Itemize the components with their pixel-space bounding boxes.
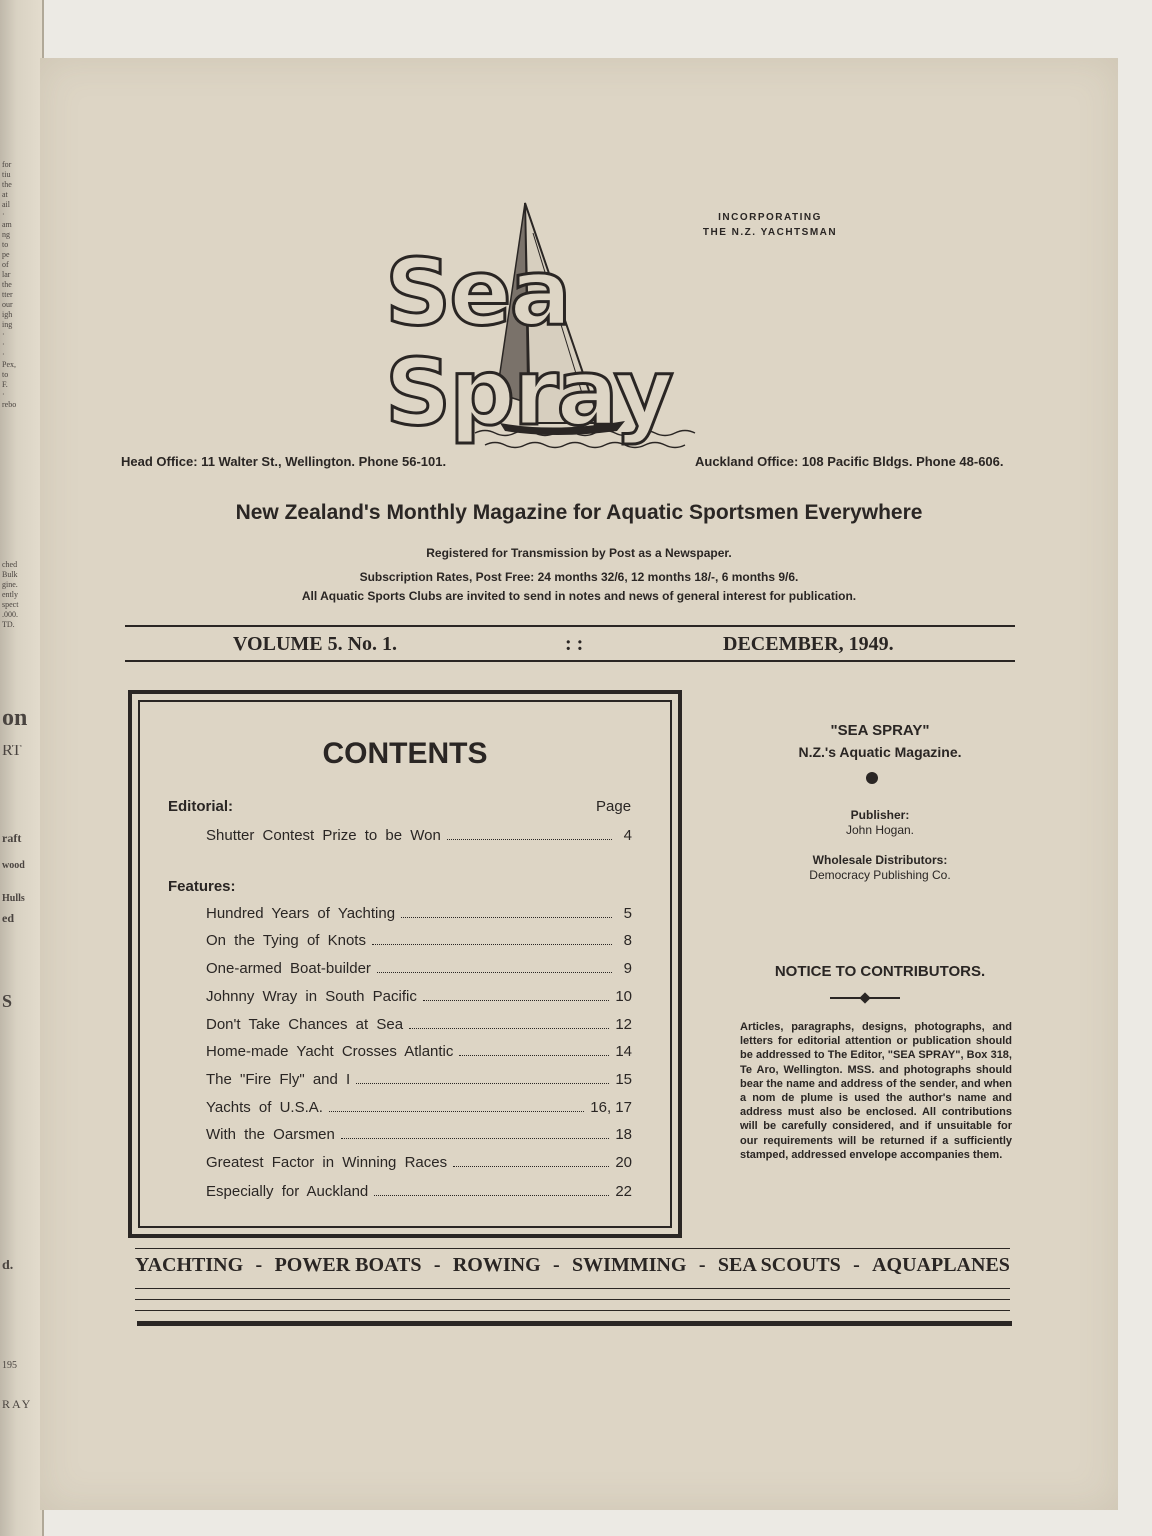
tagline: New Zealand's Monthly Magazine for Aquatic Sportsmen Everywhere xyxy=(235,501,923,524)
subscription-rates: Subscription Rates, Post Free: 24 months 32/6, 12 months 18/-, 6 months 9/6. xyxy=(359,570,799,584)
registration-note: Registered for Transmission by Post as a Newspaper. xyxy=(426,546,732,560)
spine-word-2: RT xyxy=(2,745,22,757)
sport-separator: - xyxy=(853,1254,860,1276)
toc-entry-page: 4 xyxy=(623,827,632,844)
toc-entry-page: 22 xyxy=(615,1183,632,1200)
volume-number: VOLUME 5. No. 1. xyxy=(233,633,398,655)
toc-entry-page: 12 xyxy=(615,1016,632,1033)
sports-rule-heavy xyxy=(137,1321,1012,1326)
sport-separator: - xyxy=(553,1254,560,1276)
toc-entry[interactable] xyxy=(206,1154,632,1174)
spine-word-5: Hulls xyxy=(2,893,25,904)
sports-rule-2 xyxy=(135,1299,1010,1300)
toc-entry[interactable] xyxy=(206,932,632,952)
toc-entry-title: Johnny Wray in South Pacific xyxy=(206,988,417,1005)
spine-word-3: raft xyxy=(2,832,22,844)
toc-entry-title: The "Fire Fly" and I xyxy=(206,1071,351,1088)
leader-dots xyxy=(356,1083,609,1084)
toc-entry-title: Home-made Yacht Crosses Atlantic xyxy=(206,1043,454,1060)
leader-dots xyxy=(329,1111,584,1112)
distributors-label: Wholesale Distributors: xyxy=(812,853,948,867)
masthead-title: Sea Spray xyxy=(385,239,672,446)
sport-yachting: YACHTING xyxy=(135,1254,244,1276)
publisher-label: Publisher: xyxy=(850,808,910,822)
auckland-office: Auckland Office: 108 Pacific Bldgs. Phone 48-606. xyxy=(695,454,1004,469)
spine-word-4: wood xyxy=(2,860,25,871)
toc-entry-page: 20 xyxy=(615,1154,632,1171)
sport-separator: - xyxy=(698,1254,706,1276)
incorporating-name: THE N.Z. YACHTSMAN xyxy=(702,227,838,238)
toc-entry-title: On the Tying of Knots xyxy=(206,932,366,949)
leader-dots xyxy=(423,1000,609,1001)
spine-word-1: on xyxy=(2,705,28,731)
sports-list xyxy=(135,1254,1010,1277)
toc-entry-page: 18 xyxy=(615,1126,632,1143)
previous-page-edge xyxy=(0,0,44,1536)
toc-entry-title: Hundred Years of Yachting xyxy=(206,905,396,922)
toc-entry-page: 9 xyxy=(623,960,632,977)
contents-box xyxy=(128,690,682,1238)
spine-fine-print-2: ched Bulk gine. ently spect .000. TD. xyxy=(2,560,19,629)
spine-fine-print: for tiu the at ail · am ng to pe of lar the tter our igh ing · · · Pex, to F. · rebo xyxy=(2,160,17,409)
sport-power-boats: POWER BOATS xyxy=(274,1254,422,1276)
toc-entry-title: Greatest Factor in Winning Races xyxy=(206,1154,448,1171)
notice-heading: NOTICE TO CONTRIBUTORS. xyxy=(774,963,986,980)
leader-dots xyxy=(377,972,612,973)
leader-dots xyxy=(341,1138,609,1139)
leader-dots xyxy=(459,1055,609,1056)
page-column-header: Page xyxy=(596,798,632,815)
toc-entry-title: Shutter Contest Prize to be Won xyxy=(206,827,441,844)
issue-date: DECEMBER, 1949. xyxy=(723,633,894,655)
section-heading-features: Features: xyxy=(168,878,236,895)
sport-aquaplanes: AQUAPLANES xyxy=(872,1254,1010,1276)
toc-entry[interactable] xyxy=(206,960,632,980)
toc-entry[interactable] xyxy=(206,1016,632,1036)
sport-separator: - xyxy=(255,1254,263,1276)
toc-entry[interactable] xyxy=(206,1043,632,1063)
clubs-notice: All Aquatic Sports Clubs are invited to send in notes and news of general interest for publication. xyxy=(301,589,857,603)
spine-word-9: 195 xyxy=(2,1360,17,1371)
volume-rule-bottom xyxy=(125,660,1015,662)
leader-dots xyxy=(372,944,612,945)
leader-dots xyxy=(409,1028,609,1029)
sport-separator: - xyxy=(433,1254,441,1276)
toc-entry-title: With the Oarsmen xyxy=(206,1126,335,1143)
toc-entry[interactable] xyxy=(206,827,632,847)
leader-dots xyxy=(374,1195,609,1196)
contents-inner-frame xyxy=(138,700,672,1228)
sports-rule-1 xyxy=(135,1288,1010,1289)
notice-body: Articles, paragraphs, designs, photographs, and letters for editorial attention or publication should be addressed to The Editor, "SEA SPRAY", Box 318, Te Aro, Wellington. MSS. and photographs should bear the name and address of the sender, and when a nom de plume is used the author's name and address must also be enclosed. All contributions will be carefully considered, and if unsuitable for our requirements will be returned if a sufficiently stamped, addressed envelope accompanies them. xyxy=(740,1021,1012,1161)
leader-dots xyxy=(453,1166,609,1167)
spine-word-7: S xyxy=(2,995,13,1007)
toc-entry[interactable] xyxy=(206,1099,632,1119)
publisher-name: John Hogan. xyxy=(845,823,915,837)
sport-rowing: ROWING xyxy=(452,1254,541,1276)
toc-entry-page: 16, 17 xyxy=(590,1099,632,1116)
toc-entry-title: One-armed Boat-builder xyxy=(206,960,371,977)
toc-entry[interactable] xyxy=(206,1071,632,1091)
sidebar-magazine-name: "SEA SPRAY" xyxy=(830,722,930,739)
toc-entry-title: Especially for Auckland xyxy=(206,1183,369,1200)
sea-spray-logo xyxy=(385,193,765,458)
volume-rule-top xyxy=(125,625,1015,627)
toc-entry-page: 5 xyxy=(623,905,632,922)
spine-word-6: ed xyxy=(2,912,14,924)
volume-separator: : : xyxy=(565,633,584,655)
toc-entry-page: 15 xyxy=(615,1071,632,1088)
spine-word-10: RAY xyxy=(2,1398,33,1410)
sports-rule-3 xyxy=(135,1310,1010,1311)
sport-sea-scouts: SEA SCOUTS xyxy=(717,1254,841,1276)
section-heading-editorial: Editorial: xyxy=(168,798,234,815)
contents-title: CONTENTS xyxy=(322,737,488,770)
sports-rule-top xyxy=(135,1248,1010,1249)
toc-entry-title: Yachts of U.S.A. xyxy=(206,1099,323,1116)
incorporating-label: INCORPORATING xyxy=(718,212,822,223)
ornament-diamond xyxy=(859,992,870,1003)
distributors-name: Democracy Publishing Co. xyxy=(809,868,951,882)
sport-swimming: SWIMMING xyxy=(572,1254,687,1276)
toc-entry[interactable] xyxy=(206,1126,632,1146)
toc-entry-page: 8 xyxy=(623,932,632,949)
bullet-dot xyxy=(866,772,878,784)
toc-entry[interactable] xyxy=(206,1183,632,1203)
magazine-page xyxy=(40,58,1118,1510)
spine-word-8: d. xyxy=(2,1260,14,1272)
toc-entry[interactable] xyxy=(206,988,632,1008)
head-office: Head Office: 11 Walter St., Wellington. Phone 56-101. xyxy=(121,454,447,469)
toc-entry-page: 10 xyxy=(615,988,632,1005)
toc-entry-title: Don't Take Chances at Sea xyxy=(206,1016,404,1033)
leader-dots xyxy=(447,839,612,840)
sidebar-subtitle: N.Z.'s Aquatic Magazine. xyxy=(798,744,962,760)
leader-dots xyxy=(401,917,612,918)
toc-entry-page: 14 xyxy=(615,1043,632,1060)
toc-entry[interactable] xyxy=(206,905,632,925)
